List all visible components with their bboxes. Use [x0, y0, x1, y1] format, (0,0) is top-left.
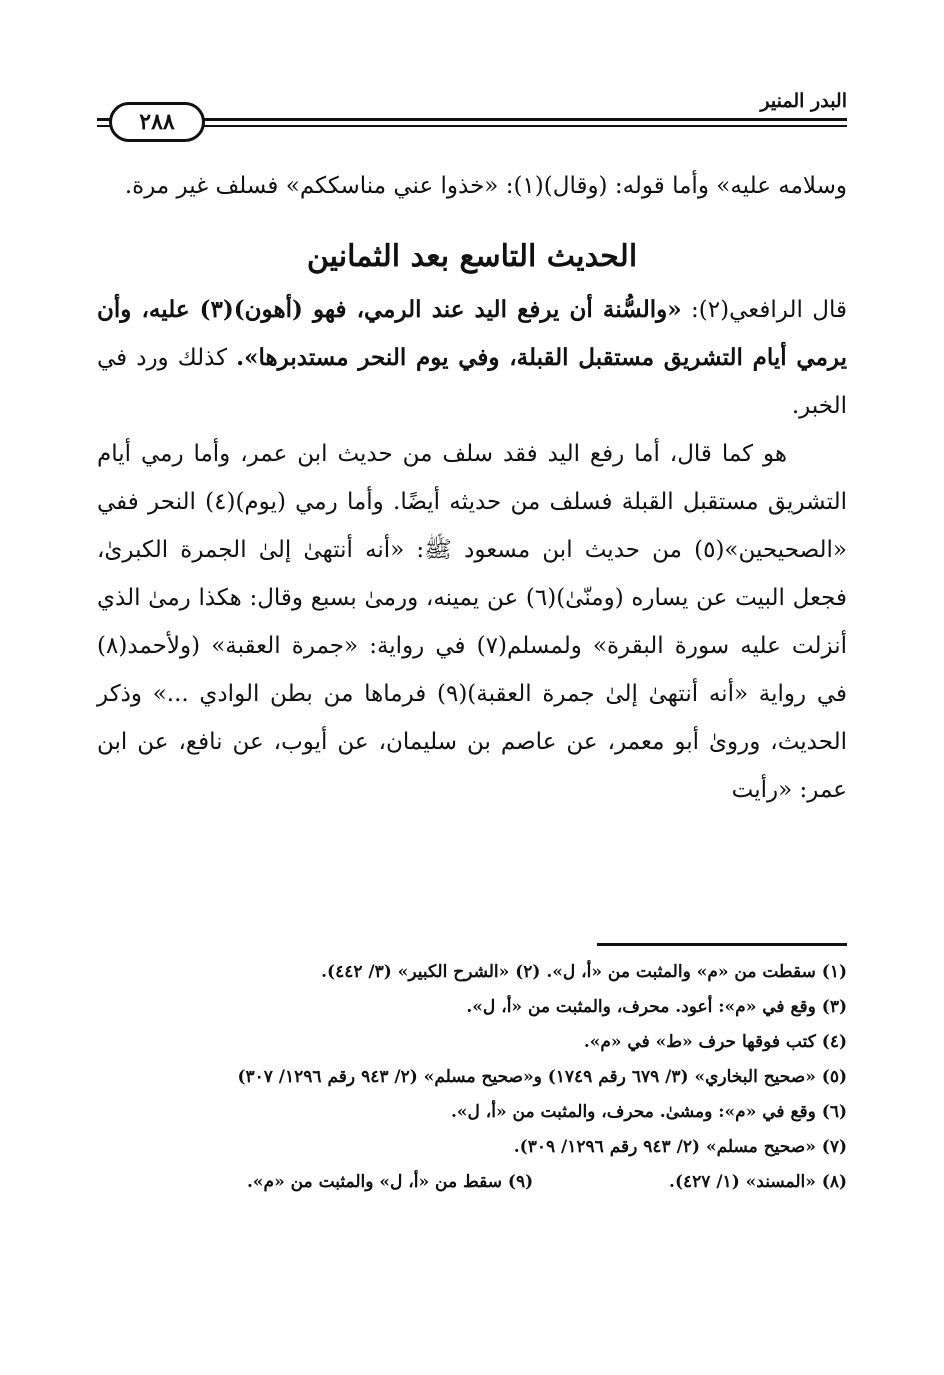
footnote-8: (٨) «المسند» (١/ ٤٢٧). — [669, 1172, 847, 1192]
page-header — [97, 88, 847, 148]
footnotes — [97, 955, 847, 1200]
commentary-paragraph: هو كما قال، أما رفع اليد فقد سلف من حديث ابن عمر، وأما رمي أيام التشريق مستقبل القبلة فسلف من حديثه أيضًا. وأما رمي (يوم)(٤) النحر ففي «الصحيحين»(٥) من حديث ابن مسعود ﷺ: «أنه أنتهىٰ إلىٰ الجمرة الكبرىٰ، فجعل البيت عن يساره (ومنّىٰ)(٦) عن يمينه، ورمىٰ بسبع وقال: هكذا رمىٰ الذي أنزلت عليه سورة البقرة» ولمسلم(٧) في رواية: «جمرة العقبة» (ولأحمد(٨) في رواية «أنه أنتهىٰ إلىٰ جمرة العقبة)(٩) فرماها من بطن الوادي ...» وذكر الحديث، وروىٰ أبو معمر، عن عاصم بن سليمان، عن أيوب، عن نافع، عن ابن عمر: «رأيت — [97, 441, 847, 803]
header-rule-thin — [97, 125, 847, 127]
header-rule — [97, 118, 847, 121]
page-number: ٢٨٨ — [109, 102, 205, 142]
footnote-1-2: (١) سقطت من «م» والمثبت من «أ، ل». (٢) «الشرح الكبير» (٣/ ٤٤٢). — [321, 962, 847, 982]
footnote-8-9 — [97, 1165, 847, 1200]
footnote-7: (٧) «صحيح مسلم» (٢/ ٩٤٣ رقم ١٢٩٦/ ٣٠٩). — [513, 1137, 847, 1157]
quote-lead: قال الرافعي(٢): — [681, 297, 847, 323]
quote-tail: كذلك ورد في الخبر. — [97, 345, 847, 419]
footnote-separator — [597, 943, 847, 946]
footnote-9: (٩) سقط من «أ، ل» والمثبت من «م». — [247, 1172, 534, 1192]
footnote-4: (٤) كتب فوقها حرف «ط» في «م». — [583, 1032, 847, 1052]
main-text — [97, 162, 847, 814]
footnote-3: (٣) وقع في «م»: أعود. محرف، والمثبت من «أ، ل». — [466, 997, 847, 1017]
quote-paragraph — [97, 286, 847, 430]
footnote-6: (٦) وقع في «م»: ومشىٰ. محرف، والمثبت من «أ، ل». — [450, 1102, 847, 1122]
quote-text: «والسُّنة أن يرفع اليد عند الرمي، فهو (أهون)(٣) عليه، وأن يرمي أيام التشريق مستقبل القبلة، وفي يوم النحر مستدبرها». — [97, 296, 848, 371]
section-title: الحديث التاسع بعد الثمانين — [306, 239, 638, 274]
running-title: البدر المنير — [760, 90, 847, 112]
footnote-5: (٥) «صحيح البخاري» (٣/ ٦٧٩ رقم ١٧٤٩) و«صحيح مسلم» (٢/ ٩٤٣ رقم ١٢٩٦/ ٣٠٧) — [237, 1067, 847, 1087]
intro-paragraph: وسلامه عليه» وأما قوله: (وقال)(١): «خذوا عني مناسككم» فسلف غير مرة. — [124, 173, 847, 199]
